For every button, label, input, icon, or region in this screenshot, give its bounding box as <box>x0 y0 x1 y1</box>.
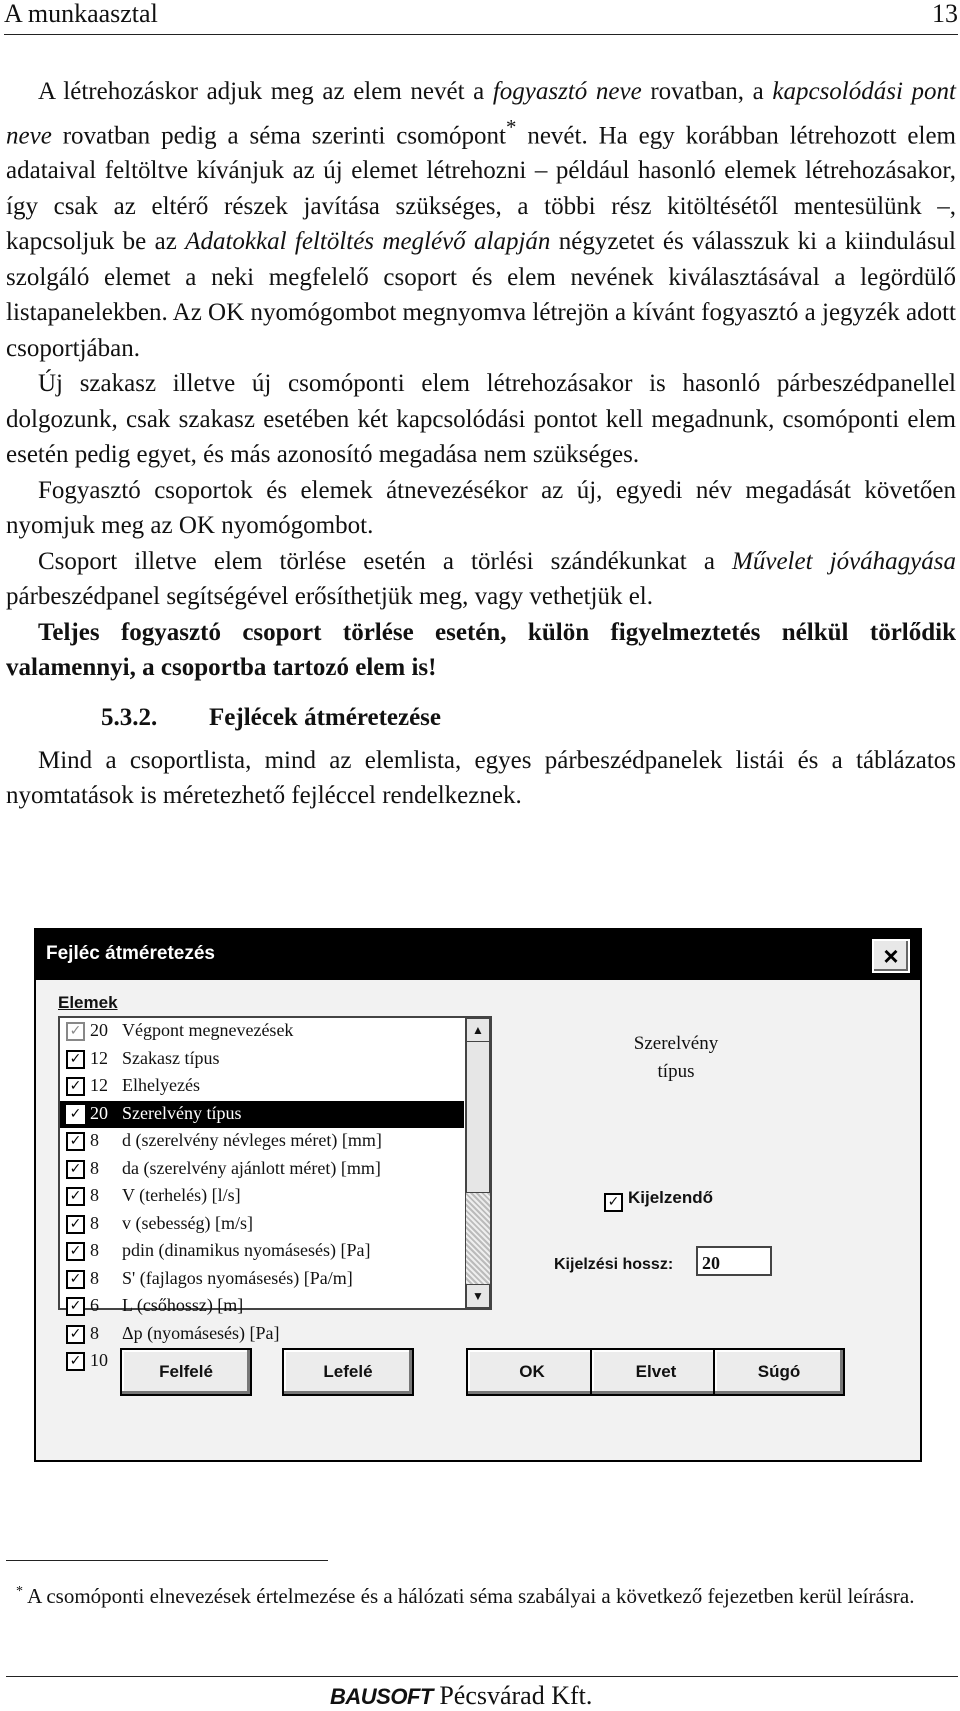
cancel-button[interactable]: Elvet <box>590 1348 722 1396</box>
elements-listbox[interactable] <box>58 1016 492 1370</box>
footnote-rule <box>6 1560 328 1561</box>
list-item[interactable] <box>60 1018 464 1046</box>
list-scrollbar[interactable] <box>465 1018 490 1308</box>
header-resize-dialog <box>34 928 922 1462</box>
scroll-thumb[interactable] <box>466 1041 490 1193</box>
checkbox-check-icon[interactable]: ✓ <box>66 1325 85 1344</box>
checkbox-check-icon[interactable]: ✓ <box>66 1022 85 1041</box>
checkbox-check-icon[interactable]: ✓ <box>66 1352 85 1371</box>
page-number: 13 <box>932 0 958 28</box>
elements-group-label: Elemek <box>58 993 118 1012</box>
publisher-footer <box>330 1682 592 1711</box>
column-name: Elhelyezés <box>122 1075 200 1095</box>
checkbox-check-icon[interactable]: ✓ <box>66 1077 85 1096</box>
footnote: * A csomóponti elnevezések értelmezése és a hálózati séma szabályai a következő fejezetben kerül leírásra. <box>16 1584 915 1608</box>
list-item[interactable] <box>60 1211 464 1239</box>
checkbox-check-icon[interactable]: ✓ <box>66 1270 85 1289</box>
column-name: S' (fajlagos nyomásesés) [Pa/m] <box>122 1267 353 1288</box>
column-name: pdin (dinamikus nyomásesés) [Pa] <box>122 1240 371 1260</box>
footer-rule <box>6 1676 958 1677</box>
column-width: 8 <box>90 1322 99 1343</box>
display-length-input[interactable]: 20 <box>696 1246 772 1276</box>
column-width: 12 <box>90 1047 108 1068</box>
list-item[interactable] <box>60 1183 464 1211</box>
column-name: v (sebesség) [m/s] <box>122 1212 253 1233</box>
running-head <box>4 0 958 35</box>
chapter-title: A munkaasztal <box>4 0 158 28</box>
checkbox-check-icon[interactable]: ✓ <box>66 1105 85 1124</box>
publisher-name: Pécsvárad Kft. <box>432 1681 593 1710</box>
footnote-marker: * <box>506 114 517 139</box>
paragraph-create-consumer: A létrehozáskor adjuk meg az elem nevét a fogyasztó neve rovatban, a kapcsolódási pont neve rovatban pedig a séma szerinti csomópont* nevét. Ha egy korábban létrehozott elem adataival feltöltve kívánjuk az új elemet létrehozni – például hasonló elemek létrehozásakor, így csak az eltérő részek javítása szükséges, a többi rész kitöltésétől mentesülünk –, kapcsoljuk be az Adatokkal feltöltés meglévő alapján négyzetet és válasszuk ki a kiindulásul szolgáló elemet a neki megfelelő csoport és elem nevének kiválasztásával a legördülő listapanelekben. Az OK nyomógombot megnyomva létrejön a kívánt fogyasztó a jegyzék adott csoportjában. <box>6 78 956 362</box>
column-width: 8 <box>90 1157 99 1178</box>
list-item[interactable] <box>60 1293 464 1321</box>
show-checkbox-label: Kijelzendő <box>628 1188 714 1207</box>
column-name: d (szerelvény névleges méret) [mm] <box>122 1130 382 1150</box>
display-length-label: Kijelzési hossz: <box>554 1256 674 1273</box>
body-text <box>6 74 956 814</box>
column-name: da (szerelvény ajánlott méret) [mm] <box>122 1157 381 1178</box>
show-checkbox[interactable] <box>604 1188 713 1212</box>
column-width: 20 <box>90 1020 108 1040</box>
paragraph-new-section: Új szakasz illetve új csomóponti elem létrehozásakor is hasonló párbeszédpanellel dolgozunk, csak szakasz esetében két kapcsolódási pontot kell megadnunk, csomóponti elem esetén pedig egyet, és más azonosító megadása nem szükséges. <box>6 370 956 469</box>
scroll-up-icon[interactable]: ▲ <box>466 1018 490 1042</box>
list-item[interactable] <box>60 1321 464 1349</box>
column-name: Δp (nyomásesés) [Pa] <box>122 1322 280 1343</box>
checkbox-check-icon[interactable]: ✓ <box>66 1242 85 1261</box>
list-item[interactable] <box>60 1238 464 1266</box>
scroll-down-icon[interactable]: ▼ <box>466 1284 490 1308</box>
bausoft-logo: BAUSOFT <box>330 1684 433 1709</box>
column-width: 8 <box>90 1130 99 1150</box>
checkbox-check-icon[interactable]: ✓ <box>66 1187 85 1206</box>
list-item[interactable] <box>60 1128 464 1156</box>
paragraph-delete: Csoport illetve elem törlése esetén a törlési szándékunkat a Művelet jóváhagyása párbeszédpanel segítségével erősíthetjük meg, vagy vethetjük el. <box>6 547 957 611</box>
checkbox-check-icon[interactable]: ✓ <box>604 1193 623 1212</box>
dialog-title: Fejléc átméretezés <box>46 943 215 964</box>
list-item[interactable] <box>60 1101 464 1129</box>
column-width: 8 <box>90 1212 99 1233</box>
column-name: Szerelvény típus <box>122 1102 242 1123</box>
list-item[interactable] <box>60 1266 464 1294</box>
checkbox-check-icon[interactable]: ✓ <box>66 1297 85 1316</box>
help-button[interactable]: Súgó <box>713 1348 845 1396</box>
column-name: Szakasz típus <box>122 1047 220 1068</box>
column-width: 6 <box>90 1295 99 1315</box>
column-name: V (terhelés) [l/s] <box>122 1185 241 1205</box>
checkbox-check-icon[interactable]: ✓ <box>66 1050 85 1069</box>
checkbox-check-icon[interactable]: ✓ <box>66 1160 85 1179</box>
column-width: 8 <box>90 1240 99 1260</box>
list-item[interactable] <box>60 1156 464 1184</box>
column-width: 12 <box>90 1075 108 1095</box>
column-width: 20 <box>90 1102 108 1123</box>
column-width: 8 <box>90 1185 99 1205</box>
column-preview: Szerelvény típus <box>633 1033 719 1082</box>
close-icon[interactable]: × <box>872 939 910 973</box>
move-down-button[interactable]: Lefelé <box>282 1348 414 1396</box>
column-width: 10 <box>90 1350 108 1370</box>
paragraph-resizable-headers: Mind a csoportlista, mind az elemlista, egyes párbeszédpanelek listái és a táblázatos nyomtatások is méretezhető fejléccel rendelkeznek. <box>6 746 956 810</box>
column-name: Végpont megnevezések <box>122 1020 294 1040</box>
move-up-button[interactable]: Felfelé <box>120 1348 252 1396</box>
column-width: 8 <box>90 1267 99 1288</box>
paragraph-warning: Teljes fogyasztó csoport törlése esetén, külön figyelmeztetés nélkül törlődik valamennyi, a csoportba tartozó elem is! <box>6 618 956 682</box>
checkbox-check-icon[interactable]: ✓ <box>66 1132 85 1151</box>
checkbox-check-icon[interactable]: ✓ <box>66 1215 85 1234</box>
column-name: L (csőhossz) [m] <box>122 1295 244 1315</box>
section-heading: 5.3.2. Fejlécek átméretezése <box>101 703 442 731</box>
list-item[interactable] <box>60 1073 464 1101</box>
list-item[interactable] <box>60 1046 464 1074</box>
dialog-titlebar <box>36 930 920 980</box>
ok-button[interactable]: OK <box>466 1348 598 1396</box>
elements-list <box>60 1018 464 1376</box>
paragraph-rename: Fogyasztó csoportok és elemek átnevezésékor az új, egyedi név megadását követően nyomjuk meg az OK nyomógombot. <box>6 476 956 540</box>
